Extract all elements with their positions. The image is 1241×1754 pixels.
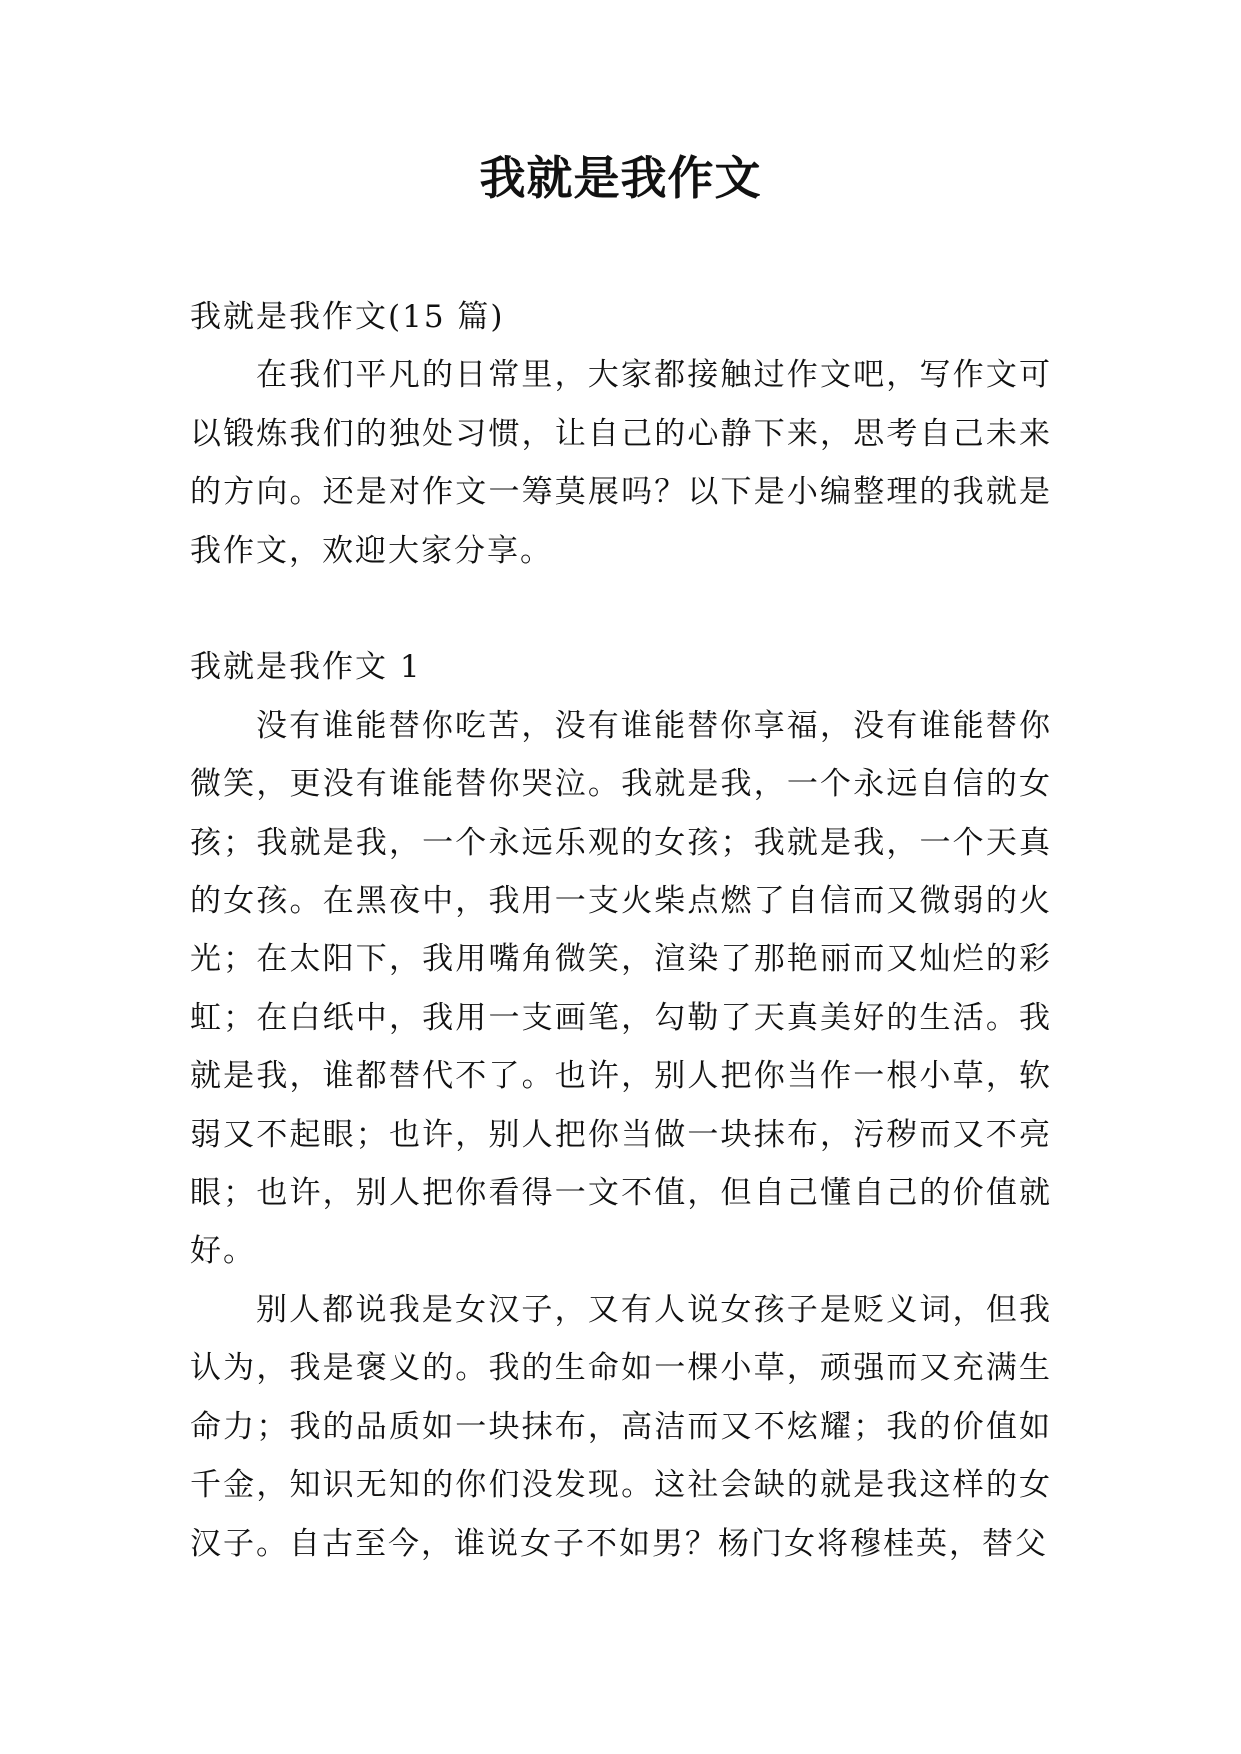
body-paragraph: 别人都说我是女汉子，又有人说女孩子是贬义词，但我认为，我是褒义的。我的生命如一棵小草，顽强而又充满生命力；我的品质如一块抹布，高洁而又不炫耀；我的价值如千金，知识无知的你们没发现。这社会缺的就是我这样的女汉子。自古至今，谁说女子不如男？杨门女将穆桂英，替父 <box>190 1291 1052 1562</box>
document-title: 我就是我作文 <box>479 151 762 205</box>
intro-paragraph: 在我们平凡的日常里，大家都接触过作文吧，写作文可以锻炼我们的独处习惯，让自己的心静下来，思考自己未来的方向。还是对作文一筹莫展吗？以下是小编整理的我就是我作文，欢迎大家分享。 <box>190 357 1052 569</box>
paragraph-spacer <box>190 580 1052 638</box>
document-subtitle: 我就是我作文(15 篇) <box>190 299 505 335</box>
document-body <box>190 288 1052 1573</box>
section-heading: 我就是我作文 1 <box>190 649 422 686</box>
body-paragraph: 没有谁能替你吃苦，没有谁能替你享福，没有谁能替你微笑，更没有谁能替你哭泣。我就是我，一个永远自信的女孩；我就是我，一个永远乐观的女孩；我就是我，一个天真的女孩。在黑夜中，我用一支火柴点燃了自信而又微弱的火光；在太阳下，我用嘴角微笑，渲染了那艳丽而又灿烂的彩虹；在白纸中，我用一支画笔，勾勒了天真美好的生活。我就是我，谁都替代不了。也许，别人把你当作一根小草，软弱又不起眼；也许，别人把你当做一块抹布，污秽而又不亮眼；也许，别人把你看得一文不值，但自己懂自己的价值就好。 <box>190 707 1052 1270</box>
